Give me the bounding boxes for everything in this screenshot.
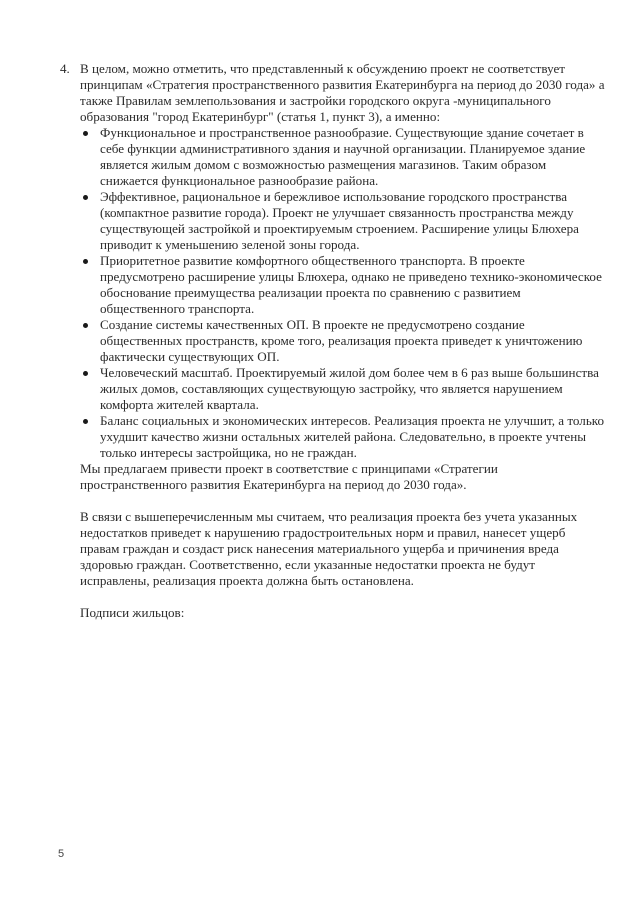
bullet-text: Эффективное, рациональное и бережливое использование городского пространства (компактное развитие города). Проект не улучшает связанность пространства между существующей застройкой и проектируемым строением. Расширение улицы Блюхера приводит к уменьшению зеленой зоны города. [100,189,579,252]
bullet-text: Баланс социальных и экономических интересов. Реализация проекта не улучшит, а только ухудшит качество жизни остальных жителей района. Следовательно, в проекте учтены только интересы застройщика, но не граждан. [100,413,605,460]
document-body [60,61,605,621]
principles-bullet-list [60,125,605,461]
bullet-text: Создание системы качественных ОП. В проекте не предусмотрено создание общественных пространств, кроме того, реализация проекта приведет к уничтожению фактически существующих ОП. [100,317,583,364]
bullet-icon [83,323,88,328]
bullet-icon [83,131,88,136]
bullet-item-human-scale [60,365,605,413]
page-number: 5 [58,848,65,860]
bullet-item-interest-balance [60,413,605,461]
proposal-paragraph: Мы предлагаем привести проект в соответствие с принципами «Стратегии пространственного развития Екатеринбурга на период до 2030 года». [80,461,498,492]
bullet-icon [83,259,88,264]
bullet-icon [83,195,88,200]
bullet-item-public-spaces [60,317,605,365]
conclusion-paragraph: В связи с вышеперечисленным мы считаем, что реализация проекта без учета указанных недостатков приведет к нарушению градостроительных норм и правил, нанесет ущерб правам граждан и создаст риск нанесения материального ущерба и причинения вреда здоровью граждан. Соответственно, если указанные недостатки проекта не будут исправлены, реализация проекта должна быть остановлена. [80,509,578,588]
bullet-text: Функциональное и пространственное разнообразие. Существующие здание сочетает в себе функции административного здания и научной организации. Планируемое здание является жилым домом с возможностью размещения магазинов. Таким образом снижается функциональное разнообразие района. [100,125,586,188]
bullet-icon [83,419,88,424]
bullet-text: Приоритетное развитие комфортного общественного транспорта. В проекте предусмотрено расширение улицы Блюхера, однако не приведено технико-экономическое обоснование преимущества реализации проекта по сравнению с развитием общественного транспорта. [100,253,602,316]
bullet-text: Человеческий масштаб. Проектируемый жилой дом более чем в 6 раз выше большинства жилых домов, составляющих существующую застройку, что является нарушением комфорта жителей квартала. [100,365,599,412]
bullet-item-functional-diversity [60,125,605,189]
bullet-item-public-transport [60,253,605,317]
signatures-label: Подписи жильцов: [80,605,185,620]
bullet-item-efficient-space-use [60,189,605,253]
numbered-item-4 [60,61,605,125]
bullet-icon [83,371,88,376]
item-intro-text: В целом, можно отметить, что представленный к обсуждению проект не соответствует принципам «Стратегия пространственного развития Екатеринбурга на период до 2030 года» а также Правилам землепользования и застройки городского округа -муниципального образования "город Екатеринбург" (статья 1, пункт 3), а именно: [80,61,605,124]
item-number: 4. [60,61,70,76]
